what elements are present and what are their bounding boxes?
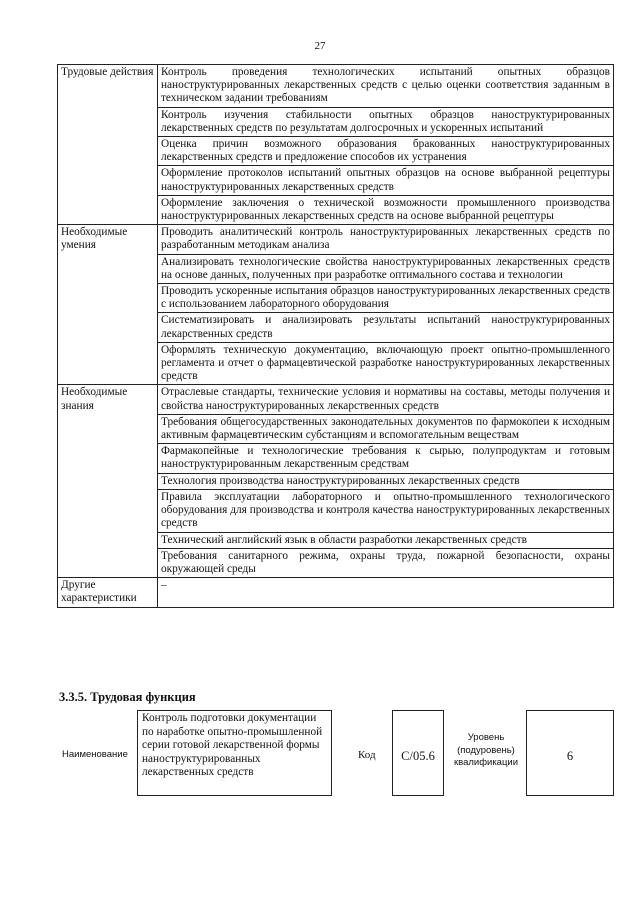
table-cell: Фармакопейные и технологические требования к сырью, полупродуктам и готовым наноструктурированным лекарственным средствам xyxy=(158,444,614,473)
table-cell: Контроль проведения технологических испытаний опытных образцов наноструктурированных лекарственных средств с целью оценки соответствия заданным в техническом задании требованиям xyxy=(158,65,614,108)
name-label: Наименование xyxy=(62,749,128,760)
qualification-level-value: 6 xyxy=(526,710,614,796)
row-group-label: Необходимые знания xyxy=(58,385,158,578)
table-cell: Технический английский язык в области разработки лекарственных средств xyxy=(158,532,614,548)
code-label: Код xyxy=(358,749,376,761)
table-row xyxy=(58,578,614,607)
row-group-label: Необходимые умения xyxy=(58,225,158,385)
row-group-label: Трудовые действия xyxy=(58,65,158,225)
table-row xyxy=(58,385,614,414)
table-cell: Оформление протоколов испытаний опытных образцов на основе выбранной рецептуры наноструктурированных лекарственных средств xyxy=(158,166,614,195)
page-number: 27 xyxy=(314,40,326,52)
table-cell: Технология производства наноструктурированных лекарственных средств xyxy=(158,473,614,489)
table-cell: Правила эксплуатации лабораторного и опытно-промышленного технологического оборудования для производства и контроля качества наноструктурированных лекарственных средств xyxy=(158,489,614,532)
work-function-table xyxy=(57,64,614,608)
table-cell: Оценка причин возможного образования бракованных наноструктурированных лекарственных средств и предложение способов их устранения xyxy=(158,137,614,166)
table-cell: Оформлять техническую документацию, включающую проект опытно-промышленного регламента и отчет о фармацевтической разработке наноструктурированных лекарственных средств xyxy=(158,342,614,385)
table-row xyxy=(58,225,614,254)
table-cell: Проводить аналитический контроль наноструктурированных лекарственных средств по разработанным методикам анализа xyxy=(158,225,614,254)
name-value: Контроль подготовки документации по наработке опытно-промышленной серии готовой лекарственной формы наноструктурированных лекарственных средств xyxy=(137,710,332,796)
table-row xyxy=(58,65,614,108)
table-cell: Отраслевые стандарты, технические условия и нормативы на составы, методы получения и свойства наноструктурированных лекарственных средств xyxy=(158,385,614,414)
table-cell: Требования санитарного режима, охраны труда, пожарной безопасности, охраны окружающей среды xyxy=(158,548,614,577)
code-value: С/05.6 xyxy=(392,710,444,796)
table-cell: Оформление заключения о технической возможности промышленного производства наноструктурированных лекарственных средств на основе выбранной рецептуры xyxy=(158,195,614,224)
section-title: 3.3.5. Трудовая функция xyxy=(59,690,196,704)
table-cell: – xyxy=(158,578,614,607)
qualification-level-label: Уровень (подуровень) квалификации xyxy=(453,732,519,768)
table-cell: Проводить ускоренные испытания образцов наноструктурированных лекарственных средств с использованием лабораторного оборудования xyxy=(158,284,614,313)
row-group-label: Другие характеристики xyxy=(58,578,158,607)
table-cell: Контроль изучения стабильности опытных образцов наноструктурированных лекарственных средств по результатам долгосрочных и ускоренных испытаний xyxy=(158,107,614,136)
table-cell: Анализировать технологические свойства наноструктурированных лекарственных средств на основе данных, полученных при разработке оптимального состава и технологии xyxy=(158,254,614,283)
table-cell: Требования общегосударственных законодательных документов по фармокопеи к исходным активным фармацевтическим субстанциям и вспомогательным веществам xyxy=(158,414,614,443)
table-cell: Систематизировать и анализировать результаты испытаний наноструктурированных лекарственных средств xyxy=(158,313,614,342)
